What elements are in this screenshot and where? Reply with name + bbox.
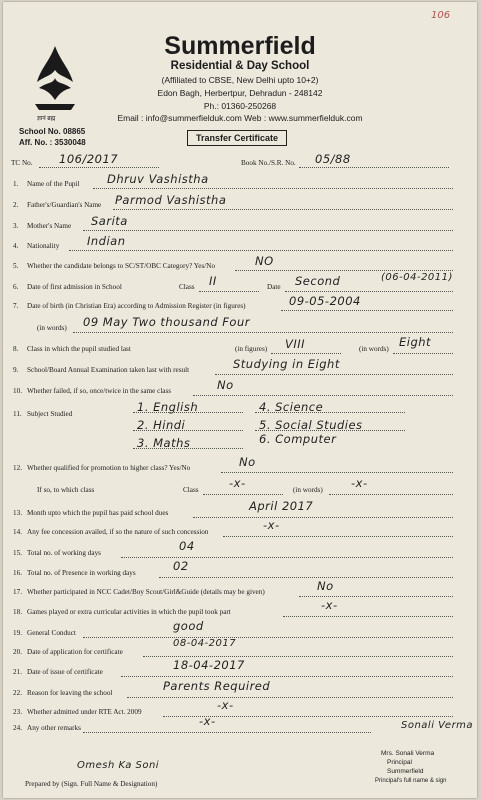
item-number: 16. (13, 569, 22, 577)
item-label: Name of the Pupil (27, 180, 80, 188)
promotion-class-value: -x- (229, 476, 246, 490)
issue-date-value: 18-04-2017 (173, 658, 245, 672)
item-label: School/Board Annual Examination taken last with result (27, 366, 190, 374)
item-label: Total no. of Presence in working days (27, 569, 136, 577)
school-contact: Email : info@summerfielduk.com Web : www.summerfielduk.com (117, 113, 363, 123)
item-label: Date of birth (in Christian Era) according to Admission Register (in figures) (27, 302, 246, 310)
item-number: 19. (13, 629, 22, 637)
item-label: Total no. of working days (27, 549, 101, 557)
dob-words-value: 09 May Two thousand Four (83, 315, 250, 329)
item-number: 11. (13, 410, 22, 418)
item-number: 3. (13, 222, 19, 230)
principal-signature: Sonali Verma (401, 720, 474, 731)
admission-date-extra: (06-04-2011) (381, 272, 453, 283)
item-label: Any other remarks (27, 724, 81, 732)
working-days-value: 04 (179, 539, 195, 553)
promotion-value: No (239, 455, 256, 469)
item-number: 22. (13, 689, 22, 697)
item-label: Date of issue of certificate (27, 668, 103, 676)
document-title: Transfer Certificate (187, 130, 287, 146)
subject-item: 1. English (137, 400, 199, 414)
promotion-words-value: -x- (351, 476, 368, 490)
leaving-reason-value: Parents Required (163, 679, 271, 693)
item-number: 21. (13, 668, 22, 676)
item-label: Whether the candidate belongs to SC/ST/OBC Category? Yes/No (27, 262, 216, 270)
tc-number-label: TC No. (11, 159, 33, 167)
item-label: Games played or extra curricular activities in which the pupil took part (27, 608, 231, 616)
date-label: Date (267, 283, 281, 291)
prepared-by-signature: Omesh Ka Soni (77, 760, 160, 771)
item-number: 20. (13, 648, 22, 656)
subject-item: 5. Social Studies (259, 418, 363, 432)
words-label: (in words) (293, 486, 323, 494)
class-label: Class (183, 486, 199, 494)
item-number: 1. (13, 180, 19, 188)
item-number: 18. (13, 608, 22, 616)
school-affiliation: (Affiliated to CBSE, New Delhi upto 10+2) (161, 75, 319, 85)
school-phone: Ph.: 01360-250268 (203, 101, 277, 111)
words-label: (in words) (359, 345, 389, 353)
remarks-value: -x- (199, 714, 216, 728)
father-name-value: Parmod Vashistha (115, 193, 227, 207)
last-class-words-value: Eight (399, 335, 432, 349)
item-label: Whether participated in NCC Cadet/Boy Scout/Girl&Guide (details may be given) (27, 588, 265, 596)
category-value: NO (255, 254, 274, 268)
subject-item: 6. Computer (259, 432, 337, 446)
item-label: Whether admitted under RTE Act. 2009 (27, 708, 142, 716)
nationality-value: Indian (87, 234, 126, 248)
item-number: 15. (13, 549, 22, 557)
logo-motto: ज्ञानं ब्रह्म (37, 116, 56, 122)
item-label: Date of application for certificate (27, 648, 123, 656)
games-value: -x- (321, 598, 338, 612)
corner-number: 106 (431, 10, 451, 21)
item-number: 13. (13, 509, 22, 517)
book-number-value: 05/88 (315, 152, 351, 166)
item-number: 6. (13, 283, 19, 291)
presence-days-value: 02 (173, 559, 189, 573)
tc-number-value: 106/2017 (59, 152, 119, 166)
last-class-figures-value: VIII (285, 337, 306, 351)
item-number: 17. (13, 588, 22, 596)
affiliation-number: Aff. No. : 3530048 (19, 138, 86, 147)
principal-stamp-text: Principal's full name & sign (375, 778, 447, 784)
admission-class-value: II (209, 274, 217, 288)
figures-label: (in figures) (235, 345, 268, 353)
school-address: Edon Bagh, Herbertpur, Dehradun - 248142 (157, 88, 323, 98)
subject-item: 2. Hindi (137, 418, 186, 432)
ncc-value: No (317, 579, 334, 593)
class-label: Class (179, 283, 195, 291)
promotion-sub-label: If so, to which class (37, 486, 95, 494)
rte-value: -x- (217, 698, 234, 712)
transfer-certificate-sheet (3, 2, 477, 798)
dues-paid-value: April 2017 (249, 499, 314, 513)
subject-item: 4. Science (259, 400, 324, 414)
item-number: 12. (13, 464, 22, 472)
prepared-by-label: Prepared by (Sign. Full Name & Designation) (25, 780, 158, 788)
item-number: 23. (13, 708, 22, 716)
item-label: Father's/Guardian's Name (27, 201, 102, 209)
item-label: Month upto which the pupil has paid school dues (27, 509, 169, 517)
conduct-value: good (173, 619, 204, 633)
admission-date-value: Second (295, 274, 341, 288)
school-subtitle: Residential & Day School (170, 60, 310, 72)
item-label: Subject Studied (27, 410, 73, 418)
exam-result-value: Studying in Eight (233, 357, 340, 371)
dob-words-label: (in words) (37, 324, 67, 332)
mother-name-value: Sarita (91, 214, 128, 228)
book-number-label: Book No./S.R. No. (241, 159, 296, 167)
item-number: 5. (13, 262, 19, 270)
item-number: 2. (13, 201, 19, 209)
school-name: Summerfield (164, 32, 316, 60)
item-label: Class in which the pupil studied last (27, 345, 131, 353)
failed-value: No (217, 378, 234, 392)
item-number: 24. (13, 724, 22, 732)
item-label: Whether qualified for promotion to higher class? Yes/No (27, 464, 191, 472)
item-label: Whether failed, if so, once/twice in the same class (27, 387, 172, 395)
item-number: 9. (13, 366, 19, 374)
item-label: General Conduct (27, 629, 76, 637)
item-number: 4. (13, 242, 19, 250)
principal-school: Summerfield (387, 768, 424, 775)
item-number: 10. (13, 387, 22, 395)
item-label: Reason for leaving the school (27, 689, 113, 697)
item-label: Mother's Name (27, 222, 72, 230)
principal-title: Principal (387, 759, 412, 766)
item-label: Date of first admission in School (27, 283, 122, 291)
subject-item: 3. Maths (137, 436, 191, 450)
item-label: Any fee concession availed, if so the nature of such concession (27, 528, 209, 536)
dob-figures-value: 09-05-2004 (289, 294, 361, 308)
school-number: School No. 08865 (19, 127, 86, 136)
item-number: 8. (13, 345, 19, 353)
principal-name: Mrs. Sonali Verma (381, 750, 435, 757)
item-number: 7. (13, 302, 19, 310)
pupil-name-value: Dhruv Vashistha (107, 172, 209, 186)
item-number: 14. (13, 528, 22, 536)
item-label: Nationality (27, 242, 60, 250)
application-date-value: 08-04-2017 (173, 638, 237, 649)
concession-value: -x- (263, 518, 280, 532)
